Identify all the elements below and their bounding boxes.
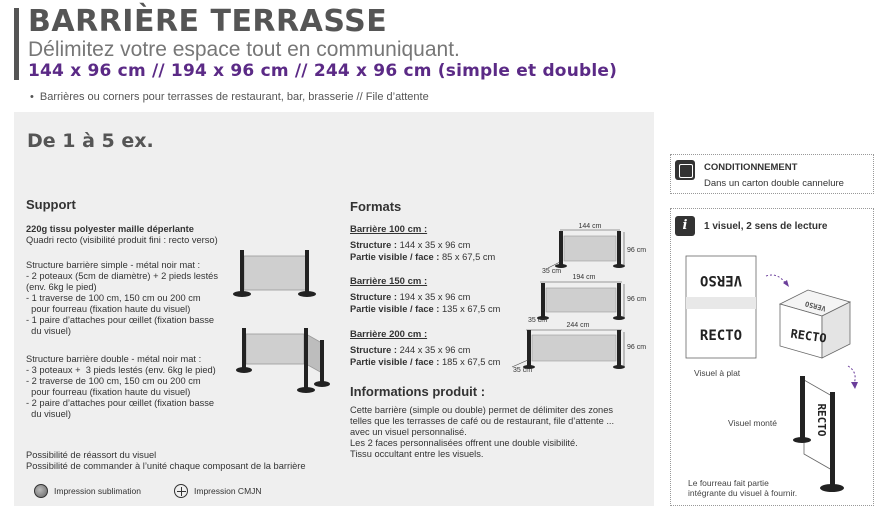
- format-150-title: Barrière 150 cm :: [350, 276, 428, 287]
- format-200-title: Barrière 200 cm :: [350, 329, 428, 340]
- format-100-visible: Partie visible / face : 85 x 67,5 cm: [350, 252, 496, 262]
- format-200-visible: Partie visible / face : 185 x 67,5 cm: [350, 357, 501, 367]
- support-heading: Support: [26, 197, 76, 212]
- recto-text-box: RECTO: [789, 326, 828, 346]
- format-150-visible: Partie visible / face : 135 x 67,5 cm: [350, 304, 501, 314]
- info-heading: Informations produit :: [350, 384, 486, 399]
- support-restock: Possibilité de réassort du visuel Possibilité de commander à l’unité chaque composant de la barrière: [26, 450, 306, 471]
- mounted-visual-label: Visuel monté: [728, 418, 777, 428]
- info-text: Cette barrière (simple ou double) permet de délimiter des zones telles que les terrasses de café ou de restaurant, file d’attente ... avec un visuel personnalisé. Les 2 faces personnalisées offrent une double visibilité. Tissu occultant entre les visuels.: [350, 405, 615, 459]
- arrow-head-icon: [783, 280, 789, 287]
- packaging-desc: Dans un carton double cannelure: [704, 178, 844, 189]
- support-material-detail: Quadri recto (visibilité produit fini : recto verso): [26, 235, 218, 245]
- dim-100-depth: 35 cm: [542, 268, 562, 275]
- dim-150-width: 194 cm: [572, 274, 596, 281]
- format-100-structure: Structure : 144 x 35 x 96 cm: [350, 240, 471, 250]
- format-100-diagram: [548, 230, 625, 268]
- dim-150-depth: 35 cm: [528, 317, 548, 324]
- usage-bullet: • Barrières ou corners pour terrasses de restaurant, bar, brasserie // File d’attente: [30, 91, 429, 103]
- format-150-structure: Structure : 194 x 35 x 96 cm: [350, 292, 471, 302]
- visual-title: 1 visuel, 2 sens de lecture: [704, 221, 828, 232]
- formats-heading: Formats: [350, 199, 402, 214]
- dim-200-height: 96 cm: [627, 344, 647, 351]
- verso-text-box: VERSO: [804, 299, 827, 313]
- verso-text: VERSO: [699, 272, 743, 288]
- recto-text: RECTO: [699, 328, 743, 344]
- format-200-diagram: [512, 330, 625, 369]
- flat-visual-label: Visuel à plat: [694, 368, 741, 378]
- legend-cmjn: Impression CMJN: [174, 484, 262, 498]
- quantity-label: De 1 à 5 ex.: [27, 130, 154, 152]
- mounted-barrier-illustration: [793, 376, 844, 492]
- packaging-title: CONDITIONNEMENT: [704, 162, 798, 173]
- format-100-title: Barrière 100 cm :: [350, 224, 428, 235]
- support-material: 220g tissu polyester maille déperlante: [26, 224, 194, 234]
- arrow-icon: [766, 275, 786, 284]
- dim-150-height: 96 cm: [627, 296, 647, 303]
- page-title: BARRIÈRE TERRASSE: [28, 4, 388, 39]
- sleeve-note: Le fourreau fait partie intégrante du visuel à fournir.: [688, 478, 798, 498]
- dim-200-depth: 35 cm: [513, 367, 533, 374]
- simple-barrier-illustration: [233, 250, 316, 297]
- format-150-diagram: [537, 282, 625, 320]
- dim-200-width: 244 cm: [566, 322, 590, 329]
- size-list: 144 x 96 cm // 194 x 96 cm // 244 x 96 cm (simple et double): [28, 61, 618, 81]
- arrow-icon-2: [848, 366, 855, 384]
- arrow-head-icon-2: [851, 382, 858, 389]
- info-icon: i: [675, 216, 695, 236]
- recto-text-mounted: RECTO: [815, 403, 828, 437]
- dim-100-width: 144 cm: [578, 223, 602, 230]
- format-200-structure: Structure : 244 x 35 x 96 cm: [350, 345, 471, 355]
- support-simple-structure: Structure barrière simple - métal noir mat : - 2 poteaux (5cm de diamètre) + 2 pieds lestés (env. 6kg le pied) - 1 traverse de 100 cm, 150 cm ou 200 cm pour fourreau (fixation haute du visuel) - 1 paire d’attaches pour œillet (fixation basse du visuel): [26, 260, 218, 336]
- page-subtitle: Délimitez votre espace tout en communiquant.: [28, 38, 460, 61]
- flat-visual-illustration: [686, 256, 756, 358]
- dim-100-height: 96 cm: [627, 247, 647, 254]
- folded-visual-illustration: [780, 290, 850, 358]
- support-double-structure: Structure barrière double - métal noir mat : - 3 poteaux + 3 pieds lestés (env. 6kg le pied) - 2 traverse de 100 cm, 150 cm ou 200 cm pour fourreau (fixation haute du visuel) - 2 paire d’attaches pour œillet (fixation basse du visuel): [26, 354, 216, 419]
- legend-sublimation: Impression sublimation: [34, 484, 141, 498]
- double-barrier-illustration: [236, 328, 330, 393]
